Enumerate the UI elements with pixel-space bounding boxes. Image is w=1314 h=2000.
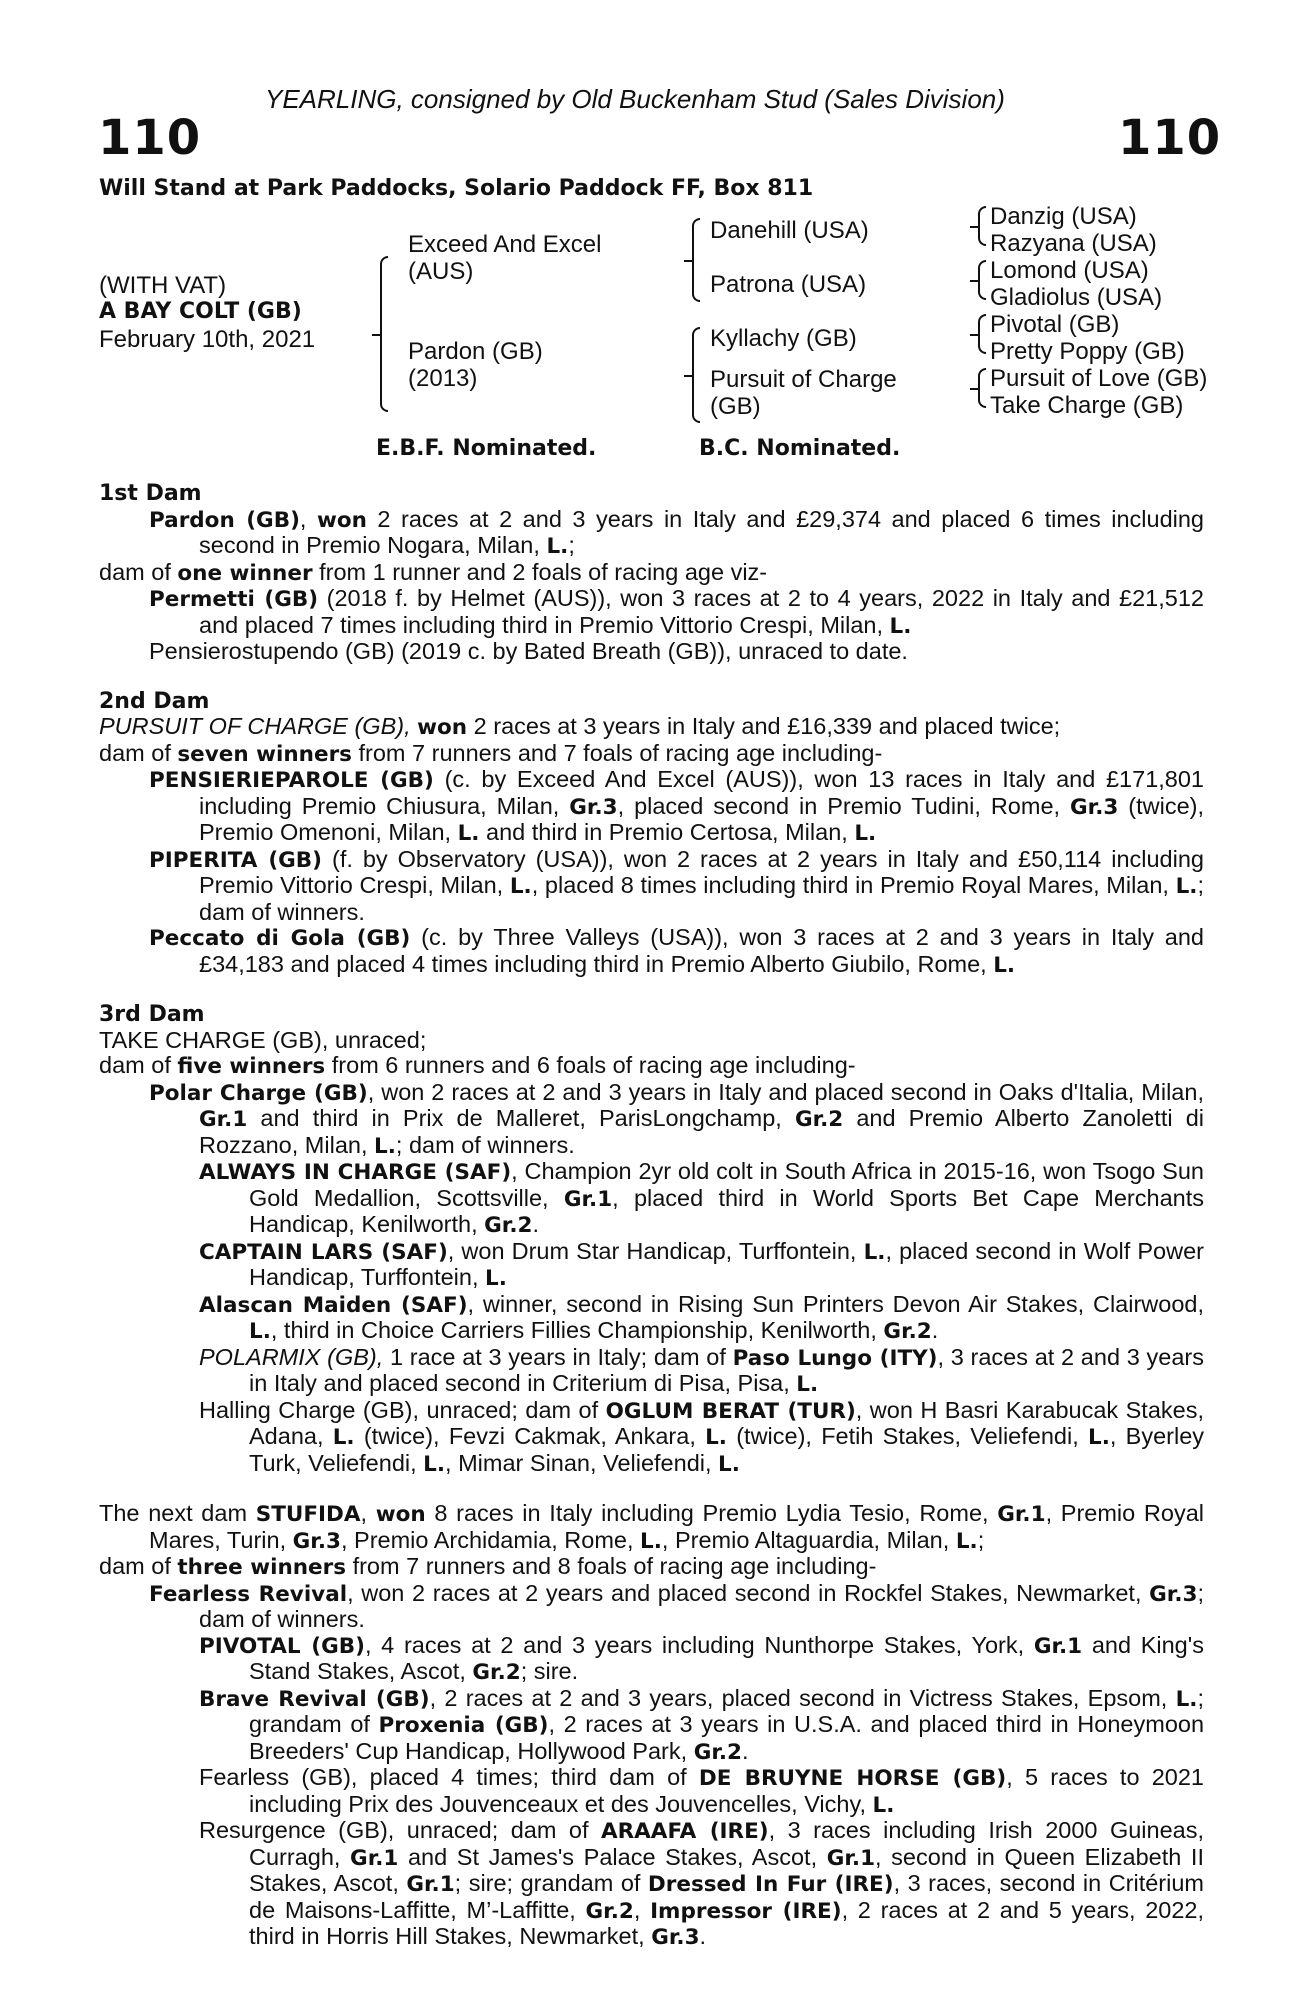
ebf-nomination: E.B.F. Nominated. (376, 436, 597, 461)
runner-name: Brave Revival (GB) (199, 1686, 430, 1712)
catalogue-body (99, 481, 1204, 1951)
sire-country: (AUS) (408, 258, 474, 285)
pedigree-brace (692, 218, 700, 302)
bc-nomination: B.C. Nominated. (699, 436, 901, 461)
list-item: Resurgence (GB), unraced; dam of ARAAFA (IRE), 3 races including Irish 2000 Guineas, Curragh, Gr.1 and St James's Palace Stakes, Ascot, Gr.1, second in Queen Elizabeth II Stakes, Ascot, Gr.1; sire; grandam of Dressed In Fur (IRE), 3 races, second in Critérium de Maisons-Laffitte, M’-Laffitte, Gr.2, Impressor (IRE), 2 races at 2 and 5 years, 2022, third in Horris Hill Stakes, Newmarket, Gr.3. (199, 1817, 1205, 1950)
list-item: Peccato di Gola (GB) (c. by Three Valleys (USA)), won 3 races at 2 and 3 years in Italy and £34,183 and placed 4 times including third in Premio Alberto Giubilo, Rome, L. (149, 924, 1204, 978)
dam-dam-sire: Pursuit of Love (GB) (990, 365, 1208, 392)
runner-name: Polar Charge (GB) (149, 1080, 368, 1106)
list-item: PENSIERIEPAROLE (GB) (c. by Exceed And Excel (AUS)), won 13 races in Italy and £171,801 including Premio Chiusura, Milan, Gr.3, placed second in Premio Tudini, Rome, Gr.3 (twice), Premio Omenoni, Milan, L. and third in Premio Certosa, Milan, L. (149, 766, 1205, 846)
runner-name: Permetti (GB) (149, 587, 319, 612)
list-item: Permetti (GB) (2018 f. by Helmet (AUS)), won 3 races at 2 to 4 years, 2022 in Italy and £21,512 and placed 7 times including third in Premio Vittorio Crespi, Milan, L. (149, 585, 1204, 639)
next-dam-record: The next dam STUFIDA, won 8 races in Italy including Premio Lydia Tesio, Rome, Gr.1, Premio Royal Mares, Turin, Gr.3, Premio Archidamia, Rome, L., Premio Altaguardia, Milan, L.; (99, 1500, 1204, 1554)
dam-name: Pardon (GB) (149, 507, 300, 533)
sire-sire-sire: Danzig (USA) (990, 203, 1137, 230)
sire-dam-dam: Gladiolus (USA) (990, 284, 1163, 311)
runner-name: Alascan Maiden (SAF) (199, 1292, 468, 1318)
runner-name: ALWAYS IN CHARGE (SAF) (199, 1160, 512, 1185)
sire-dam-sire: Lomond (USA) (990, 257, 1149, 284)
list-item: POLARMIX (GB), 1 race at 3 years in Italy; dam of Paso Lungo (ITY), 3 races at 2 and 3 years in Italy and placed second in Criterium di Pisa, Pisa, L. (199, 1343, 1204, 1397)
runner-name: POLARMIX (GB), (199, 1343, 384, 1370)
pedigree-brace (380, 256, 388, 412)
runner-name: Fearless Revival (149, 1581, 348, 1607)
dam-name: PURSUIT OF CHARGE (GB), (99, 713, 411, 739)
first-dam-record: Pardon (GB), won 2 races at 2 and 3 years in Italy and £29,374 and placed 6 times including second in Premio Nogara, Milan, L.; (149, 505, 1205, 559)
sire: Exceed And Excel (408, 231, 602, 258)
second-dam-produce-summary: dam of seven winners from 7 runners and 7 foals of racing age including- (99, 739, 883, 767)
list-item: Alascan Maiden (SAF), winner, second in Rising Sun Printers Devon Air Stakes, Clairwood, L., third in Choice Carriers Fillies Championship, Kenilworth, Gr.2. (199, 1290, 1205, 1344)
list-item: Fearless Revival, won 2 races at 2 years and placed second in Rockfel Stakes, Newmarket, Gr.3; dam of winners. (149, 1579, 1204, 1632)
dam-dam-country: (GB) (710, 393, 761, 420)
dam: Pardon (GB) (408, 338, 543, 365)
lot-number-left: 110 (98, 110, 202, 166)
list-item: Brave Revival (GB), 2 races at 2 and 3 years, placed second in Victress Stakes, Epsom, L.; grandam of Proxenia (GB), 2 races at 3 years in U.S.A. and placed third in Honeymoon Breeders' Cup Handicap, Hollywood Park, Gr.2. (199, 1684, 1205, 1765)
stand-location: Will Stand at Park Paddocks, Solario Paddock FF, Box 811 (99, 176, 814, 201)
vat-note: (WITH VAT) (99, 272, 227, 299)
pedigree-brace (978, 206, 986, 246)
runner-name: PENSIERIEPAROLE (GB) (149, 768, 434, 793)
dam-dam: Pursuit of Charge (710, 366, 897, 393)
dam-sire-sire: Pivotal (GB) (990, 311, 1120, 338)
dam-name: STUFIDA (255, 1502, 361, 1527)
pedigree-brace (978, 314, 986, 354)
consignment-line: YEARLING, consigned by Old Buckenham Stud (Sales Division) (265, 84, 1005, 114)
runner-name: Peccato di Gola (GB) (149, 926, 411, 951)
runner-name: CAPTAIN LARS (SAF) (199, 1239, 448, 1265)
dam-sire: Kyllachy (GB) (710, 325, 857, 352)
list-item: ALWAYS IN CHARGE (SAF), Champion 2yr old colt in South Africa in 2015-16, won Tsogo Sun Gold Medallion, Scottsville, Gr.1, placed third in World Sports Bet Cape Merchants Handicap, Kenilworth, Gr.2. (199, 1158, 1205, 1238)
list-item: PIPERITA (GB) (f. by Observatory (USA)), won 2 races at 2 years in Italy and £50,114 including Premio Vittorio Crespi, Milan, L., placed 8 times including third in Premio Royal Mares, Milan, L.; dam of winners. (149, 845, 1205, 925)
second-dam-record: PURSUIT OF CHARGE (GB), won 2 races at 3 years in Italy and £16,339 and placed twice; (99, 713, 1061, 740)
third-dam-produce-summary: dam of five winners from 6 runners and 6 foals of racing age including- (99, 1052, 856, 1079)
horse-name: A BAY COLT (GB) (99, 299, 302, 324)
lot-number-right: 110 (1118, 110, 1222, 166)
list-item: Pensierostupendo (GB) (2019 c. by Bated Breath (GB)), unraced to date. (149, 638, 908, 664)
first-dam-produce-summary: dam of one winner from 1 runner and 2 foals of racing age viz- (99, 558, 768, 586)
dam-sire-dam: Pretty Poppy (GB) (990, 338, 1185, 365)
won-label: won (316, 507, 367, 533)
dam-dam-dam: Take Charge (GB) (990, 392, 1184, 419)
list-item: CAPTAIN LARS (SAF), won Drum Star Handicap, Turffontein, L., placed second in Wolf Power Handicap, Turffontein, L. (199, 1237, 1204, 1291)
pedigree-brace (692, 327, 700, 423)
list-item: Fearless (GB), placed 4 times; third dam of DE BRUYNE HORSE (GB), 5 races to 2021 including Prix des Jouvenceaux et des Jouvencelles, Vichy, L. (199, 1764, 1205, 1818)
sire-sire-dam: Razyana (USA) (990, 230, 1157, 257)
third-dam-record: TAKE CHARGE (GB), unraced; (99, 1026, 427, 1053)
first-dam-heading: 1st Dam (99, 481, 202, 506)
list-item: Polar Charge (GB), won 2 races at 2 and 3 years in Italy and placed second in Oaks d'Italia, Milan, Gr.1 and third in Prix de Malleret, ParisLongchamp, Gr.2 and Premio Alberto Zanoletti di Rozzano, Milan, L.; dam of winners. (149, 1078, 1204, 1159)
sire-sire: Danehill (USA) (710, 217, 869, 244)
foaling-date: February 10th, 2021 (99, 326, 316, 353)
third-dam-heading: 3rd Dam (99, 1002, 205, 1027)
second-dam-heading: 2nd Dam (99, 688, 210, 714)
sire-dam: Patrona (USA) (710, 271, 867, 298)
list-item: PIVOTAL (GB), 4 races at 2 and 3 years including Nunthorpe Stakes, York, Gr.1 and King's Stand Stakes, Ascot, Gr.2; sire. (199, 1631, 1204, 1685)
dam-year: (2013) (408, 365, 478, 392)
pedigree-brace (978, 368, 986, 408)
runner-name: PIPERITA (GB) (149, 847, 323, 873)
runner-name: PIVOTAL (GB) (199, 1633, 365, 1659)
list-item: Halling Charge (GB), unraced; dam of OGLUM BERAT (TUR), won H Basri Karabucak Stakes, Adana, L. (twice), Fevzi Cakmak, Ankara, L. (twice), Fetih Stakes, Veliefendi, L., Byerley Turk, Veliefendi, L., Mimar Sinan, Veliefendi, L. (199, 1396, 1205, 1477)
pedigree-brace (978, 260, 986, 300)
next-dam-produce-summary: dam of three winners from 7 runners and 8 foals of racing age including- (99, 1553, 877, 1580)
